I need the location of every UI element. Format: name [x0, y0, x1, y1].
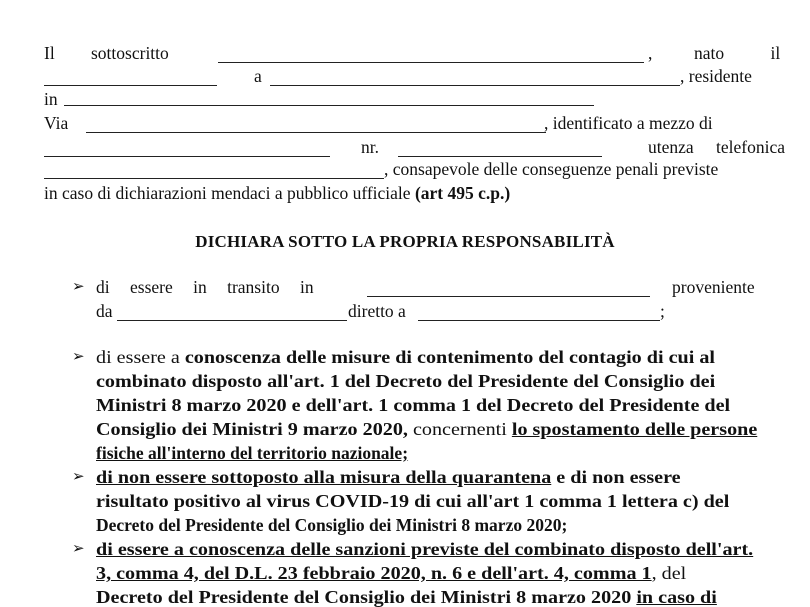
origin-field[interactable] [117, 320, 347, 321]
nato-il-label: nato il [694, 43, 781, 63]
transit-place-field[interactable] [367, 296, 650, 297]
declaration-heading: DICHIARA SOTTO LA PROPRIA RESPONSABILITÀ [195, 232, 615, 251]
b3-line1: di non essere sottoposto alla misura della quarantena e di non essere [96, 467, 681, 487]
nr-label: nr. [361, 137, 379, 157]
b2-line1: di essere a conoscenza delle misure di contenimento del contagio di cui al [96, 347, 715, 367]
address-field[interactable] [86, 132, 546, 133]
diretto-label: diretto a [348, 301, 406, 321]
b2-line4: Consiglio dei Ministri 9 marzo 2020, concernenti lo spostamento delle persone [96, 419, 758, 439]
a-label: a [254, 66, 262, 86]
birth-date-field[interactable] [44, 85, 217, 86]
document-number-field[interactable] [398, 156, 602, 157]
art-495-ref: (art 495 c.p.) [414, 183, 511, 203]
sottoscritto-label: sottoscritto [91, 43, 169, 63]
b2-line2: combinato disposto all'art. 1 del Decreto del Presidente del Consiglio dei [96, 371, 716, 391]
b4-line3: Decreto del Presidente del Consiglio dei Ministri 8 marzo 2020 in caso di [96, 587, 717, 607]
comma-1: , [648, 43, 653, 63]
residence-field[interactable] [64, 105, 594, 106]
bullet-arrow-icon: ➢ [72, 349, 85, 365]
identificato-label: , identificato a mezzo di [544, 113, 713, 133]
penal-notice: in caso di dichiarazioni mendaci a pubblico ufficiale (art 495 c.p.) [44, 183, 511, 203]
bullet-arrow-icon: ➢ [72, 279, 85, 295]
b4-line1: di essere a conoscenza delle sanzioni previste del combinato disposto dell'art. [96, 539, 754, 559]
b3-line2: risultato positivo al virus COVID-19 di cui all'art 1 comma 1 lettera c) del [96, 491, 730, 511]
b3-line3: Decreto del Presidente del Consiglio dei Ministri 8 marzo 2020; [96, 515, 568, 535]
utenza-label: utenza telefonica [648, 137, 786, 157]
proveniente-label: proveniente [672, 277, 755, 297]
b2-line3: Ministri 8 marzo 2020 e dell'art. 1 comma 1 del Decreto del Presidente del [96, 395, 731, 415]
semicolon: ; [660, 301, 665, 321]
phone-field[interactable] [44, 178, 384, 179]
il-label: Il [44, 43, 55, 63]
b2-line5: fisiche all'interno del territorio nazionale; [96, 443, 409, 463]
in-label: in [44, 89, 58, 109]
document-field[interactable] [44, 156, 330, 157]
residente-label: , residente [680, 66, 752, 86]
destination-field[interactable] [418, 320, 660, 321]
da-label: da [96, 301, 113, 321]
transit-label: di essere in transito in [96, 277, 314, 297]
birth-place-field[interactable] [270, 85, 680, 86]
name-field[interactable] [218, 62, 644, 63]
bullet-arrow-icon: ➢ [72, 469, 85, 485]
consapevole-label: , consapevole delle conseguenze penali previste [384, 159, 719, 179]
bullet-arrow-icon: ➢ [72, 541, 85, 557]
via-label: Via [44, 113, 69, 133]
b4-line2: 3, comma 4, del D.L. 23 febbraio 2020, n. 6 e dell'art. 4, comma 1, del [96, 563, 687, 583]
